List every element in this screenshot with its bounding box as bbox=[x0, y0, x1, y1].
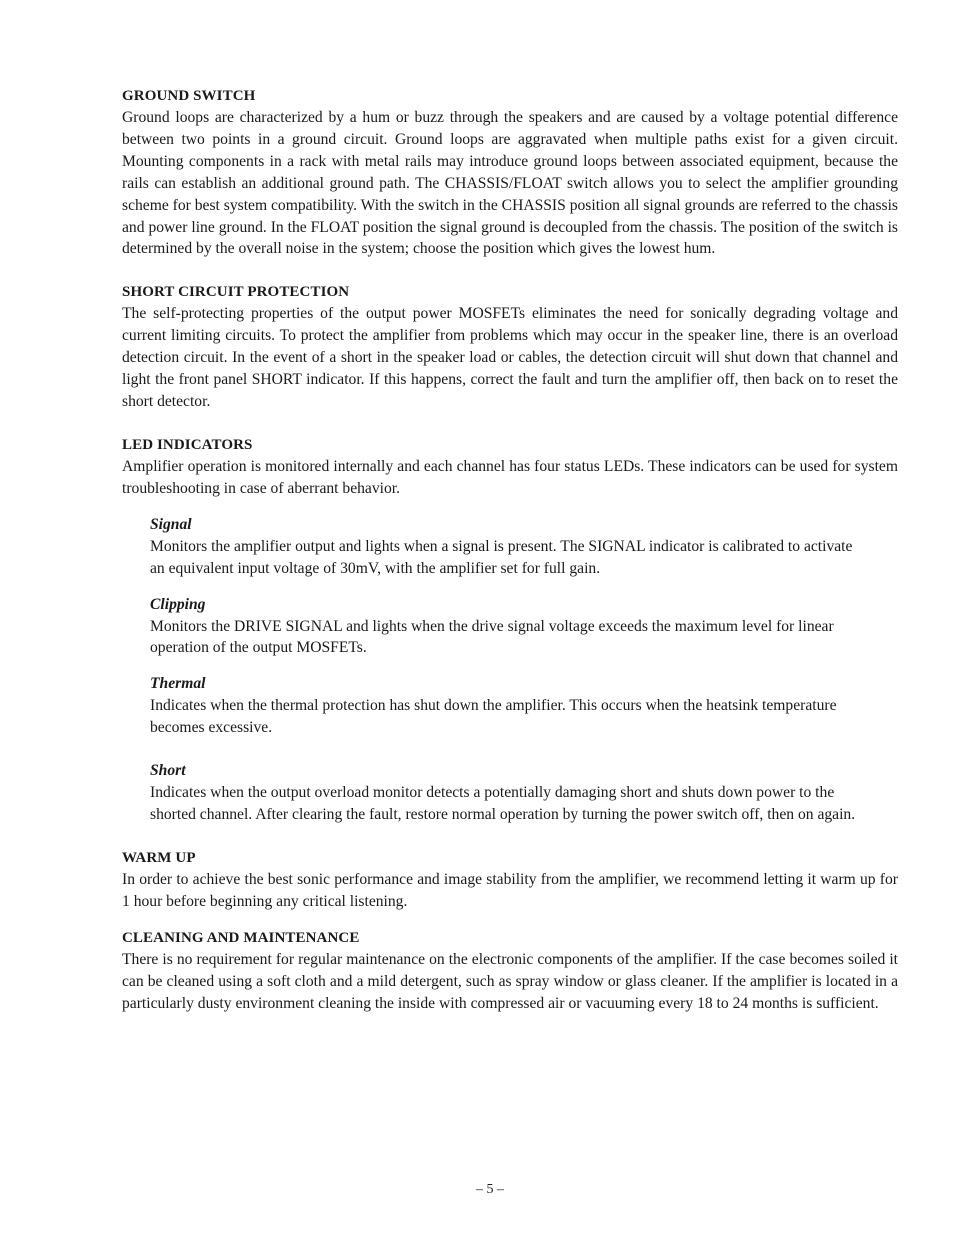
indicator-title: Clipping bbox=[150, 595, 206, 613]
indicator-signal bbox=[150, 514, 870, 580]
section-ground-switch bbox=[122, 85, 898, 260]
indicator-description: Indicates when the output overload monitor detects a potentially damaging short and shuts down power to the shorted channel. After clearing the fault, restore normal operation by turning the power switch off, then on again. bbox=[150, 784, 856, 824]
indicator-description: Monitors the amplifier output and lights when a signal is present. The SIGNAL indicator is calibrated to activate an equivalent input voltage of 30mV, with the amplifier set for full gain. bbox=[150, 537, 853, 577]
indicator-short bbox=[150, 760, 870, 826]
section-cleaning-and-maintenance bbox=[122, 927, 898, 1015]
section-led-indicators bbox=[122, 434, 898, 500]
content-column bbox=[122, 85, 898, 1035]
indicator-title: Short bbox=[150, 762, 186, 780]
section-heading: SHORT CIRCUIT PROTECTION bbox=[122, 284, 350, 301]
indicator-clipping bbox=[150, 594, 870, 660]
section-body: There is no requirement for regular maintenance on the electronic components of the amplifier. If the case becomes soiled it can be cleaned using a soft cloth and a mild detergent, such as spray window or glass cleaner. If the amplifier is located in a particularly dusty environment cleaning the inside with compressed air or vacuuming every 18 to 24 months is sufficient. bbox=[122, 950, 898, 1012]
section-short-circuit-protection bbox=[122, 281, 898, 413]
section-heading: LED INDICATORS bbox=[122, 436, 253, 453]
section-heading: CLEANING AND MAINTENANCE bbox=[122, 929, 360, 946]
section-body: Ground loops are characterized by a hum or buzz through the speakers and are caused by a voltage potential difference between two points in a ground circuit. Ground loops are aggravated when multiple paths exist for a given circuit. Mounting components in a rack with metal rails may introduce ground loops between associated equipment, because the rails can establish an additional ground path. The CHASSIS/FLOAT switch allows you to select the amplifier grounding scheme for best system compatibility. With the switch in the CHASSIS position all signal grounds are referred to the chassis and power line ground. In the FLOAT position the signal ground is decoupled from the chassis. The position of the switch is determined by the overall noise in the system; choose the position which gives the lowest hum. bbox=[122, 109, 898, 258]
section-body: In order to achieve the best sonic performance and image stability from the amplifier, we recommend letting it warm up for 1 hour before beginning any critical listening. bbox=[122, 870, 898, 910]
section-body: Amplifier operation is monitored internally and each channel has four status LEDs. These indicators can be used for system troubleshooting in case of aberrant behavior. bbox=[122, 457, 898, 497]
indicator-title: Thermal bbox=[150, 675, 206, 693]
indicator-description: Indicates when the thermal protection has shut down the amplifier. This occurs when the heatsink temperature becomes excessive. bbox=[150, 697, 837, 737]
indicator-thermal bbox=[150, 673, 870, 739]
section-heading: WARM UP bbox=[122, 849, 196, 866]
indicator-description: Monitors the DRIVE SIGNAL and lights when the drive signal voltage exceeds the maximum level for linear operation of the output MOSFETs. bbox=[150, 617, 834, 657]
section-warm-up bbox=[122, 847, 898, 913]
section-heading: GROUND SWITCH bbox=[122, 88, 256, 104]
indicator-title: Signal bbox=[150, 515, 192, 533]
page-number: – 5 – bbox=[476, 1182, 504, 1197]
section-body: The self-protecting properties of the output power MOSFETs eliminates the need for sonically degrading voltage and current limiting circuits. To protect the amplifier from problems which may occur in the speaker line, there is an overload detection circuit. In the event of a short in the speaker load or cables, the detection circuit will shut down that channel and light the front panel SHORT indicator. If this happens, correct the fault and turn the amplifier off, then back on to reset the short detector. bbox=[122, 305, 898, 410]
